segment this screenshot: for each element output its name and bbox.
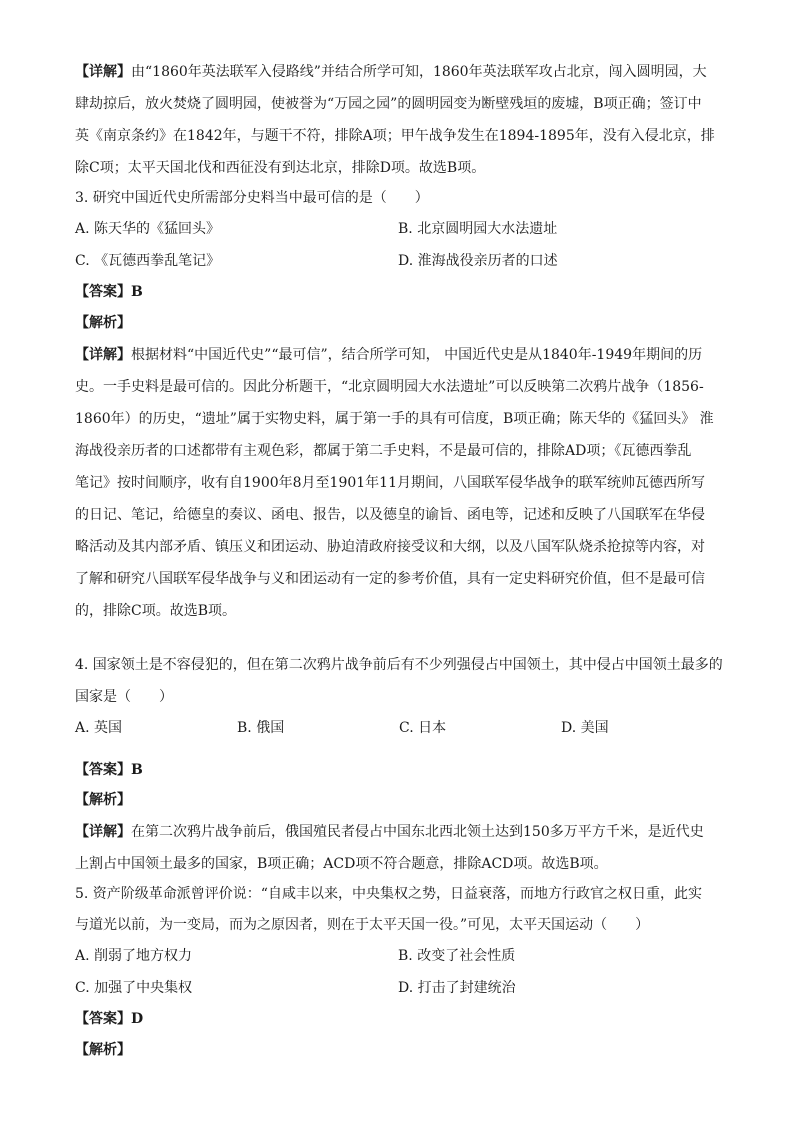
q3-detail-line-2: 史。一手史料是最可信的。因此分析题干，“北京圆明园大水法遗址”可以反映第二次鸦片战争（1856- (75, 379, 704, 395)
q5-analysis-label: 【解析】 (75, 1042, 131, 1058)
q3-detail-tag: 【详解】 (75, 347, 131, 363)
q3-detail-line-8: 了解和研究八国联军侵华战争与义和团运动有一定的参考价值，具有一定史料研究价值，但不是最可信 (75, 571, 705, 587)
q2-detail-line-4: 除C项；太平天国北伐和西征没有到达北京，排除D项。故选B项。 (75, 160, 486, 176)
q4-analysis-label: 【解析】 (75, 792, 131, 808)
q3-option-d: D. 淮海战役亲历者的口述 (398, 253, 558, 269)
q4-detail-line-1 (75, 822, 704, 842)
q3-detail-line-1 (75, 345, 702, 365)
q5-stem-line-2: 与道光以前，为一变局，而为之原因者，则在于太平天国一役。”可见，太平天国运动（ ） (75, 917, 650, 933)
q5-option-c: C. 加强了中央集权 (75, 980, 193, 996)
q4-option-a: A. 英国 (75, 720, 123, 736)
q3-detail-line-4: 海战役亲历者的口述都带有主观色彩，都属于第二手史料，不是最可信的，排除AD项；《瓦德西拳乱 (75, 443, 692, 459)
q5-option-b: B. 改变了社会性质 (398, 948, 516, 964)
q3-option-b: B. 北京圆明园大水法遗址 (398, 221, 558, 237)
q2-detail-line-3: 英《南京条约》在1842年，与题干不符，排除A项；甲午战争发生在1894-1895年，没有入侵北京，排 (75, 128, 715, 144)
q3-option-c: C. 《瓦德西拳乱笔记》 (75, 253, 221, 269)
q3-stem: 3. 研究中国近代史所需部分史料当中最可信的是（ ） (75, 190, 429, 206)
q3-analysis-label: 【解析】 (75, 315, 131, 331)
q3-option-a: A. 陈天华的《猛回头》 (75, 221, 221, 237)
q2-detail-line-2: 肆劫掠后，放火焚烧了圆明园，使被誉为“万园之园”的圆明园变为断壁残垣的废墟，B项正确；签订中 (75, 96, 702, 112)
q5-option-a: A. 削弱了地方权力 (75, 948, 193, 964)
q4-detail-tag: 【详解】 (75, 824, 131, 840)
q2-detail-tag: 【详解】 (75, 64, 131, 80)
q4-stem-line-1: 4. 国家领土是不容侵犯的，但在第二次鸦片战争前后有不少列强侵占中国领土，其中侵占中国领土最多的 (75, 657, 723, 673)
q3-detail-line-9: 的，排除C项。故选B项。 (75, 603, 236, 619)
q3-detail-text-1: 根据材料“中国近代史”“最可信”，结合所学可知， 中国近代史是从1840年-1949年期间的历 (131, 347, 703, 363)
q3-answer: 【答案】B (75, 284, 143, 300)
q4-stem-line-2: 国家是（ ） (75, 689, 173, 705)
q3-detail-line-7: 略活动及其内部矛盾、镇压义和团运动、胁迫清政府接受议和大纲，以及八国军队烧杀抢掠等内容，对 (75, 539, 705, 555)
q4-detail-line-2: 上割占中国领土最多的国家，B项正确；ACD项不符合题意，排除ACD项。故选B项。 (75, 856, 608, 872)
q5-stem-line-1: 5. 资产阶级革命派曾评价说：“自咸丰以来，中央集权之势，日益衰落，而地方行政官之权日重，此实 (75, 886, 702, 902)
q5-option-d: D. 打击了封建统治 (398, 980, 516, 996)
q2-detail-text-1: 由“1860年英法联军入侵路线”并结合所学可知，1860年英法联军攻占北京，闯入圆明园，大 (131, 64, 707, 80)
q4-option-c: C. 日本 (399, 720, 447, 736)
q3-detail-line-3: 1860年）的历史，“遗址”属于实物史料，属于第一手的具有可信度，B项正确；陈天华的《猛回头》 淮 (75, 411, 714, 427)
q4-option-b: B. 俄国 (237, 720, 285, 736)
q5-answer: 【答案】D (75, 1011, 144, 1027)
q3-detail-line-5: 笔记》按时间顺序，收有自1900年8月至1901年11月期间，八国联军侵华战争的联军统帅瓦德西所写 (75, 475, 705, 491)
q3-detail-line-6: 的日记、笔记，给德皇的奏议、函电、报告，以及德皇的谕旨、函电等，记述和反映了八国联军在华侵 (75, 507, 705, 523)
q4-answer: 【答案】B (75, 762, 143, 778)
q2-detail-line-1 (75, 62, 707, 82)
q4-option-d: D. 美国 (561, 720, 609, 736)
q4-detail-text-1: 在第二次鸦片战争前后，俄国殖民者侵占中国东北西北领土达到150多万平方千米，是近代史 (131, 824, 704, 840)
